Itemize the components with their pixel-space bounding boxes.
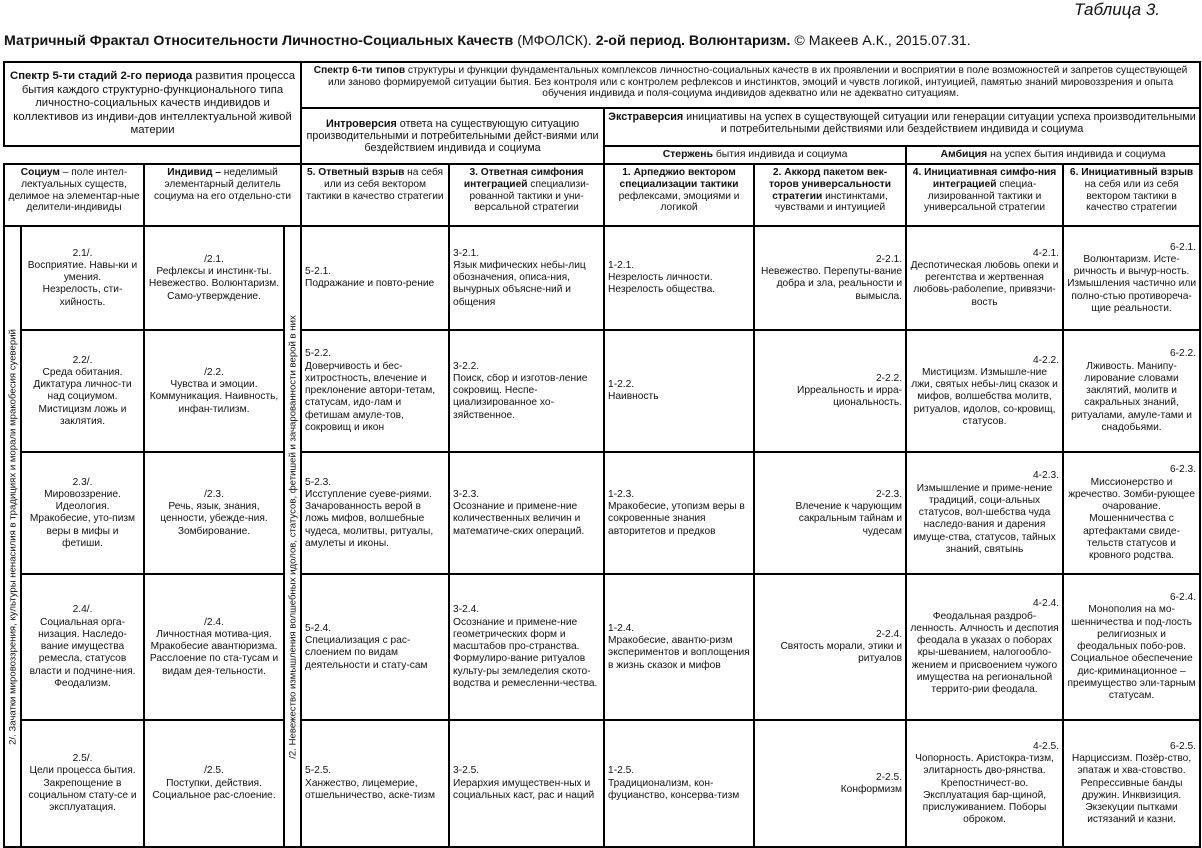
vertical-right-label: /2. Невежество измышления волшебных идолов, статусов, фетишей и зачарованности верой в них bbox=[284, 226, 301, 847]
individ-cell: /2.5. Поступки, действия. Социальное рас-слоение. bbox=[144, 720, 284, 847]
type1-cell: 1-2.3. Мракобесие, утопизм веры в сокровенные знания авторитетов и предков bbox=[604, 452, 754, 574]
individ-cell: /2.2. Чувства и эмоции. Коммуникация. Наивность, инфан-тилизм. bbox=[144, 330, 284, 452]
type2-cell: 2-2.4. Святость морали, этики и ритуалов bbox=[754, 574, 906, 720]
type3-cell: 3-2.3. Осознание и примене-ние количественных величин и математиче-ских операций. bbox=[449, 452, 604, 574]
type5-cell: 5-2.5. Ханжество, лицемерие, отшельничество, аске-тизм bbox=[301, 720, 449, 847]
type1-cell: 1-2.2. Наивность bbox=[604, 330, 754, 452]
type2-column-header: 2. Аккорд пакетом век-торов универсальности стратегии инстинктами, чувствами и интуицией bbox=[754, 164, 906, 226]
type6-cell: 6-2.5. Нарциссизм. Позёр-ство, эпатаж и хва-стовство. Репрессивные банды дружин. Инквизиция. Экзекуции пытками истязаний и казни. bbox=[1063, 720, 1200, 847]
spectrum5-header: Спектр 5-ти стадий 2-го периода развития процесса бытия каждого структурно-функционального типа личностно-социальных качеств индивидов и коллективов из индиви-дов интеллектуальной живой материи bbox=[4, 62, 301, 146]
type2-cell: 2-2.1. Невежество. Перепуты-вание добра и зла, реальности и вымысла. bbox=[754, 226, 906, 330]
table-row bbox=[4, 226, 1200, 330]
socium-cell: 2.3/. Мировоззрение. Идеология. Мракобесие, уто-пизм веры в мифы и фетиши. bbox=[21, 452, 144, 574]
vertical-left-label: 2/. Зачатки мировоззрения, культуры ненасилия в традициях и морали мракобесия суеверий bbox=[4, 226, 21, 847]
individ-column-header: Индивид – неделимый элементарный делитель социума на его отдельно-сти bbox=[144, 164, 301, 226]
socium-column-header: Социум – поле интел-лектуальных существ, делимое на элементар-ные делители-индивиды bbox=[4, 164, 144, 226]
type3-column-header: 3. Ответная симфония интеграцией специализи-рованной тактики и уни-версальной стратегии bbox=[449, 164, 604, 226]
core-header: Стержень бытия индивида и социума bbox=[604, 146, 906, 164]
title-abbr: (МФОЛСК). bbox=[513, 33, 596, 49]
type6-cell: 6-2.4. Монополия на мо-шенничества и под-лость религиозных и феодальных побо-ров. Социальное обеспечение дис-криминационное – преимущество эли-тарным статусам. bbox=[1063, 574, 1200, 720]
individ-cell: /2.4. Личностная мотива-ция. Мракобесие авантюризма. Расслоение по ста-тусам и видам дея-тельности. bbox=[144, 574, 284, 720]
type5-cell: 5-2.2. Доверчивость и бес-хитростность, влечение и преклонение автори-тетам, статусам, идо-лам и фетишам амуле-тов, сокровищ и икон bbox=[301, 330, 449, 452]
socium-cell: 2.5/. Цели процесса бытия. Закрепощение в социальном стату-се и эксплуатация. bbox=[21, 720, 144, 847]
type6-column-header: 6. Инициативный взрыв на себя или из себя вектором тактики в качество стратегии bbox=[1063, 164, 1200, 226]
type4-cell: 4-2.3. Измышление и приме-нение традиций, соци-альных статусов, вол-шебства чуда наследо-вания и дарения имуще-ства, статусов, тайных знаний, святынь bbox=[906, 452, 1063, 574]
extraversion-header: Экстраверсия инициативы на успех в существующей ситуации или генерации ситуации успеха производительными и потребительными действиями или бездействием индивида и социума bbox=[604, 108, 1200, 146]
title-author: © Макеев А.К., 2015.07.31. bbox=[790, 33, 971, 49]
type4-cell: 4-2.5. Чопорность. Аристокра-тизм, элитарность дво-рянства. Крепостничест-во. Эксплуатация бар-щиной, прислуживанием. Поборы оброком. bbox=[906, 720, 1063, 847]
table-row bbox=[4, 574, 1200, 720]
type6-cell: 6-2.2. Лживость. Манипу-лирование словами заклятий, молитв и сакральных знаний, ритуалами, амуле-тами и снадобьями. bbox=[1063, 330, 1200, 452]
type4-cell: 4-2.2. Мистицизм. Измышле-ние лжи, святых небы-лиц сказок и мифов, волшебства молитв, ритуалов, идолов, со-кровищ, статусов. bbox=[906, 330, 1063, 452]
type2-cell: 2-2.3. Влечение к чарующим сакральным тайнам и чудесам bbox=[754, 452, 906, 574]
introversion-header: Интроверсия ответа на существующую ситуацию производительными и потребительными дейст-виями или бездействием индивида и социума bbox=[301, 108, 604, 164]
type5-cell: 5-2.3. Исступление суеве-риями. Зачарованность верой в ложь мифов, волшебные чудеса, молитвы, ритуалы, амулеты и иконы. bbox=[301, 452, 449, 574]
socium-cell: 2.4/. Социальная орга-низация. Наследо-вание имущества ремесла, статусов власти и подчине-ния. Феодализм. bbox=[21, 574, 144, 720]
ambition-header: Амбиция на успех бытия индивида и социума bbox=[906, 146, 1200, 164]
table-row bbox=[4, 330, 1200, 452]
type1-column-header: 1. Арпеджио вектором специализации тактики рефлексами, эмоциями и логикой bbox=[604, 164, 754, 226]
title-main: Матричный Фрактал Относительности Личностно-Социальных Качеств bbox=[4, 33, 514, 49]
matrix-table bbox=[3, 61, 1201, 848]
table-row bbox=[4, 720, 1200, 847]
type4-cell: 4-2.4. Феодальная раздроб-ленность. Алчность и деспотия феодала в указах о поборах кры-шеванием, налогообло-жением и присвоением чужого имущества на региональной террито-рии феодала. bbox=[906, 574, 1063, 720]
document-title bbox=[4, 33, 1200, 49]
type4-cell: 4-2.1. Деспотическая любовь опеки и регентства и жертвенная любовь-раболепие, привязчи-вость bbox=[906, 226, 1063, 330]
type5-column-header: 5. Ответный взрыв на себя или из себя вектором тактики в качество стратегии bbox=[301, 164, 449, 226]
type5-cell: 5-2.4. Специализация с рас-слоением по видам деятельности и стату-сам bbox=[301, 574, 449, 720]
type6-cell: 6-2.1. Волюнтаризм. Исте-ричность и вычур-ность. Измышления частично или полно-стью противореча-щие реальности. bbox=[1063, 226, 1200, 330]
spectrum6-header: Спектр 6-ти типов структуры и функции фундаментальных комплексов личностно-социальных качеств в их проявлении и восприятии в поле возможностей и запретов существующей или заново формируемой ситуации бытия. Без контроля или с контролем рефлексов и инстинктов, эмоций и чувств логикой, интуицией, памятью знаний мировоззрения и опыта обучения индивида и поля-социума индивидов адекватно или не адекватно ситуациям. bbox=[301, 62, 1200, 108]
type5-cell: 5-2.1. Подражание и повто-рение bbox=[301, 226, 449, 330]
table-row bbox=[4, 452, 1200, 574]
type1-cell: 1-2.5. Традиционализм, кон-фуцианство, консерва-тизм bbox=[604, 720, 754, 847]
type1-cell: 1-2.4. Мракобесие, авантю-ризм экспериментов и воплощения в жизнь сказок и мифов bbox=[604, 574, 754, 720]
socium-cell: 2.1/. Восприятие. Навы-ки и умения. Незрелость, сти-хийность. bbox=[21, 226, 144, 330]
individ-cell: /2.3. Речь, язык, знания, ценности, убежде-ния. Зомбирование. bbox=[144, 452, 284, 574]
type3-cell: 3-2.1. Язык мифических небы-лиц обозначения, описа-ния, вычурных объясне-ний и общения bbox=[449, 226, 604, 330]
type2-cell: 2-2.2. Ирреальность и ирра-циональность. bbox=[754, 330, 906, 452]
type3-cell: 3-2.2. Поиск, сбор и изготов-ление сокровищ. Неспе-циализированное хо-зяйственное. bbox=[449, 330, 604, 452]
title-period: 2-ой период. Волюнтаризм. bbox=[595, 33, 791, 49]
type4-column-header: 4. Инициативная симфо-ния интеграцией специа-лизированной тактики и универсальной стратегии bbox=[906, 164, 1063, 226]
type3-cell: 3-2.5. Иерархия имуществен-ных и социальных каст, рас и наций bbox=[449, 720, 604, 847]
type2-cell: 2-2.5. Конформизм bbox=[754, 720, 906, 847]
socium-cell: 2.2/. Среда обитания. Диктатура личнос-ти над социумом. Мистицизм ложь и заклятия. bbox=[21, 330, 144, 452]
type1-cell: 1-2.1. Незрелость личности. Незрелость общества. bbox=[604, 226, 754, 330]
individ-cell: /2.1. Рефлексы и инстинк-ты. Невежество. Волюнтаризм. Само-утверждение. bbox=[144, 226, 284, 330]
type6-cell: 6-2.3. Миссионерство и жречество. Зомби-рующее очарование. Мошенничества с артефактами свиде-тельств статусов и кровного родства. bbox=[1063, 452, 1200, 574]
table-caption: Таблица 3. bbox=[1074, 0, 1160, 19]
type3-cell: 3-2.4. Осознание и примене-ние геометрических форм и масштабов про-странства. Формулиро-вание ритуалов культу-ры земледелия ското-водства и ремесленни-чества. bbox=[449, 574, 604, 720]
